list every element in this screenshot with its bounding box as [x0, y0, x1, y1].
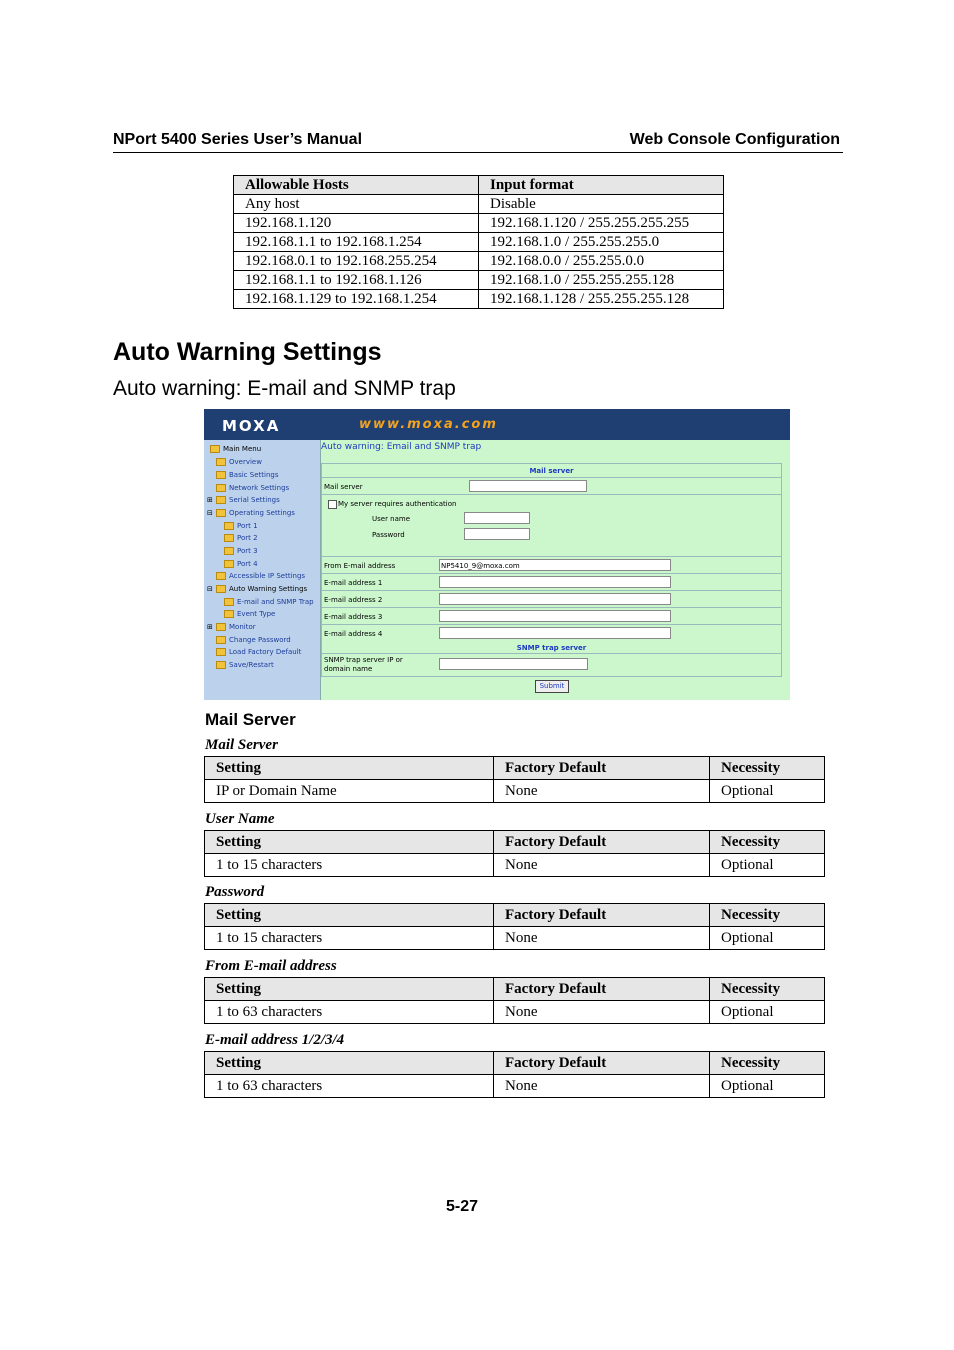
form-row — [322, 653, 781, 676]
email-address-1-input[interactable] — [439, 576, 671, 588]
section-title: Auto Warning Settings — [113, 338, 382, 366]
password-settings-table — [204, 903, 825, 950]
folder-icon — [216, 636, 226, 644]
menu-item-network-settings[interactable]: Network Settings — [216, 484, 289, 492]
table-header-row — [205, 1052, 825, 1075]
table-cell: None — [494, 1075, 710, 1098]
menu-item-basic-settings[interactable]: Basic Settings — [216, 471, 278, 479]
menu-item-overview[interactable]: Overview — [216, 458, 262, 466]
folder-icon — [216, 458, 226, 466]
form-row — [322, 607, 781, 625]
table-row — [234, 195, 724, 214]
menu-item-save-restart[interactable]: Save/Restart — [216, 661, 274, 669]
table-cell: 1 to 63 characters — [205, 1075, 494, 1098]
table-cell: Optional — [710, 854, 825, 877]
menu-item-auto-warning[interactable]: Auto Warning Settings — [216, 585, 307, 593]
menu-item-port-3[interactable]: Port 3 — [224, 547, 258, 555]
column-header: Factory Default — [494, 831, 710, 854]
email-address-settings-table — [204, 1051, 825, 1098]
folder-icon — [216, 661, 226, 669]
mail-server-label: Mail server — [324, 483, 363, 491]
table-cell: Optional — [710, 1075, 825, 1098]
collapse-icon[interactable]: ⊟ — [207, 509, 213, 517]
table-cell: Optional — [710, 1001, 825, 1024]
moxa-logo: MOXA — [222, 417, 281, 435]
folder-icon — [216, 496, 226, 504]
manual-title: NPort 5400 Series User’s Manual — [113, 131, 363, 148]
table-cell: 192.168.1.0 / 255.255.255.128 — [479, 271, 724, 290]
menu-item-operating-settings[interactable]: Operating Settings — [216, 509, 295, 517]
snmp-server-label-line-1: SNMP trap server IP or — [324, 656, 403, 664]
column-header: Factory Default — [494, 904, 710, 927]
table-cell: None — [494, 1001, 710, 1024]
folder-icon — [216, 471, 226, 479]
table-caption: Mail Server — [205, 737, 278, 753]
from-email-settings-table — [204, 977, 825, 1024]
email-address-3-input[interactable] — [439, 610, 671, 622]
collapse-icon[interactable]: ⊟ — [207, 585, 213, 593]
column-header: Necessity — [710, 904, 825, 927]
form-row — [322, 494, 781, 557]
email-address-1-label: E-mail address 1 — [324, 579, 383, 587]
folder-icon — [216, 648, 226, 656]
folder-icon — [216, 509, 226, 517]
table-row — [205, 1001, 825, 1024]
mail-server-heading: Mail Server — [205, 710, 296, 729]
folder-icon — [224, 610, 234, 618]
table-cell: Any host — [234, 195, 479, 214]
form-row — [322, 573, 781, 591]
console-main-panel — [321, 440, 790, 700]
table-cell: 192.168.1.1 to 192.168.1.126 — [234, 271, 479, 290]
folder-icon — [224, 547, 234, 555]
table-caption: E-mail address 1/2/3/4 — [205, 1032, 345, 1048]
table-cell: Disable — [479, 195, 724, 214]
table-cell: None — [494, 780, 710, 803]
table-cell: 192.168.1.1 to 192.168.1.254 — [234, 233, 479, 252]
menu-item-event-type[interactable]: Event Type — [224, 610, 275, 618]
table-row — [234, 233, 724, 252]
column-header: Necessity — [710, 1052, 825, 1075]
menu-item-main-menu[interactable]: Main Menu — [210, 445, 261, 453]
column-header: Setting — [205, 978, 494, 1001]
table-cell: 192.168.1.129 to 192.168.1.254 — [234, 290, 479, 309]
table-caption: User Name — [205, 811, 275, 827]
table-cell: 1 to 15 characters — [205, 927, 494, 950]
snmp-server-label-line-2: domain name — [324, 665, 373, 673]
table-row — [234, 252, 724, 271]
column-header: Necessity — [710, 978, 825, 1001]
table-cell: 192.168.1.128 / 255.255.255.128 — [479, 290, 724, 309]
table-header-row — [234, 176, 724, 195]
folder-icon — [224, 522, 234, 530]
column-header: Setting — [205, 757, 494, 780]
menu-item-port-4[interactable]: Port 4 — [224, 560, 258, 568]
table-cell: IP or Domain Name — [205, 780, 494, 803]
page-header — [113, 130, 843, 153]
table-cell: None — [494, 927, 710, 950]
column-header: Setting — [205, 904, 494, 927]
table-cell: 192.168.0.1 to 192.168.255.254 — [234, 252, 479, 271]
snmp-server-input[interactable] — [439, 658, 588, 670]
password-input[interactable] — [464, 528, 530, 540]
table-row — [234, 214, 724, 233]
column-header: Setting — [205, 831, 494, 854]
table-caption: Password — [205, 884, 265, 900]
column-header: Input format — [479, 176, 724, 195]
menu-item-load-factory-default[interactable]: Load Factory Default — [216, 648, 301, 656]
submit-button[interactable]: Submit — [535, 680, 569, 693]
moxa-url: www.moxa.com — [359, 417, 498, 432]
form-row — [322, 590, 781, 608]
main-menu-tree — [204, 440, 321, 700]
menu-item-change-password[interactable]: Change Password — [216, 636, 291, 644]
moxa-banner — [204, 409, 790, 440]
table-header-row — [205, 831, 825, 854]
snmp-section-heading: SNMP trap server — [516, 644, 587, 652]
from-email-label: From E-mail address — [324, 562, 396, 570]
folder-icon — [216, 623, 226, 631]
table-cell: Optional — [710, 780, 825, 803]
web-console-screenshot — [204, 409, 790, 700]
email-address-4-input[interactable] — [439, 627, 671, 639]
table-row — [205, 854, 825, 877]
table-cell: 192.168.1.120 — [234, 214, 479, 233]
user-name-settings-table — [204, 830, 825, 877]
folder-icon — [216, 484, 226, 492]
table-cell: 192.168.1.0 / 255.255.255.0 — [479, 233, 724, 252]
form-row — [322, 477, 781, 495]
subsection-title: Auto warning: E-mail and SNMP trap — [113, 377, 456, 400]
folder-icon — [216, 572, 226, 580]
email-address-3-label: E-mail address 3 — [324, 613, 383, 621]
settings-form — [321, 463, 782, 677]
table-row — [205, 1075, 825, 1098]
table-header-row — [205, 757, 825, 780]
folder-icon — [224, 534, 234, 542]
table-cell: Optional — [710, 927, 825, 950]
expand-icon[interactable]: ⊞ — [207, 623, 213, 631]
table-cell: None — [494, 854, 710, 877]
menu-item-port-2[interactable]: Port 2 — [224, 534, 258, 542]
table-row — [205, 927, 825, 950]
user-name-input[interactable] — [464, 512, 530, 524]
table-cell: 1 to 63 characters — [205, 1001, 494, 1024]
table-caption: From E-mail address — [205, 958, 337, 974]
auth-checkbox[interactable] — [328, 500, 337, 509]
email-address-2-label: E-mail address 2 — [324, 596, 383, 604]
page-number: 5-27 — [446, 1198, 479, 1215]
expand-icon[interactable]: ⊞ — [207, 496, 213, 504]
form-row — [322, 556, 781, 574]
column-header: Necessity — [710, 831, 825, 854]
table-header-row — [205, 978, 825, 1001]
table-cell: 1 to 15 characters — [205, 854, 494, 877]
column-header: Necessity — [710, 757, 825, 780]
table-cell: 192.168.1.120 / 255.255.255.255 — [479, 214, 724, 233]
table-row — [234, 271, 724, 290]
menu-item-accessible-ip[interactable]: Accessible IP Settings — [216, 572, 305, 580]
menu-item-email-snmp-trap[interactable]: E-mail and SNMP Trap — [224, 598, 314, 606]
password-label: Password — [372, 531, 405, 539]
menu-item-monitor[interactable]: Monitor — [216, 623, 256, 631]
column-header: Allowable Hosts — [234, 176, 479, 195]
form-row — [322, 624, 781, 642]
allowable-hosts-table — [233, 175, 724, 309]
table-cell: 192.168.0.0 / 255.255.0.0 — [479, 252, 724, 271]
column-header: Factory Default — [494, 978, 710, 1001]
column-header: Factory Default — [494, 1052, 710, 1075]
column-header: Factory Default — [494, 757, 710, 780]
email-address-2-input[interactable] — [439, 593, 671, 605]
table-header-row — [205, 904, 825, 927]
console-page-title: Auto warning: Email and SNMP trap — [321, 442, 482, 452]
auth-checkbox-label: My server requires authentication — [338, 500, 457, 508]
mail-server-section-heading: Mail server — [529, 467, 574, 475]
from-email-input[interactable]: NP5410_9@moxa.com — [439, 559, 671, 571]
chapter-title: Web Console Configuration — [629, 131, 840, 148]
user-name-label: User name — [372, 515, 411, 523]
folder-icon — [210, 445, 220, 453]
table-row — [205, 780, 825, 803]
mail-server-input[interactable] — [469, 480, 587, 492]
folder-icon — [216, 585, 226, 593]
folder-icon — [224, 598, 234, 606]
folder-icon — [224, 560, 234, 568]
column-header: Setting — [205, 1052, 494, 1075]
table-row — [234, 290, 724, 309]
email-address-4-label: E-mail address 4 — [324, 630, 383, 638]
menu-item-serial-settings[interactable]: Serial Settings — [216, 496, 280, 504]
menu-item-port-1[interactable]: Port 1 — [224, 522, 258, 530]
mail-server-settings-table — [204, 756, 825, 803]
